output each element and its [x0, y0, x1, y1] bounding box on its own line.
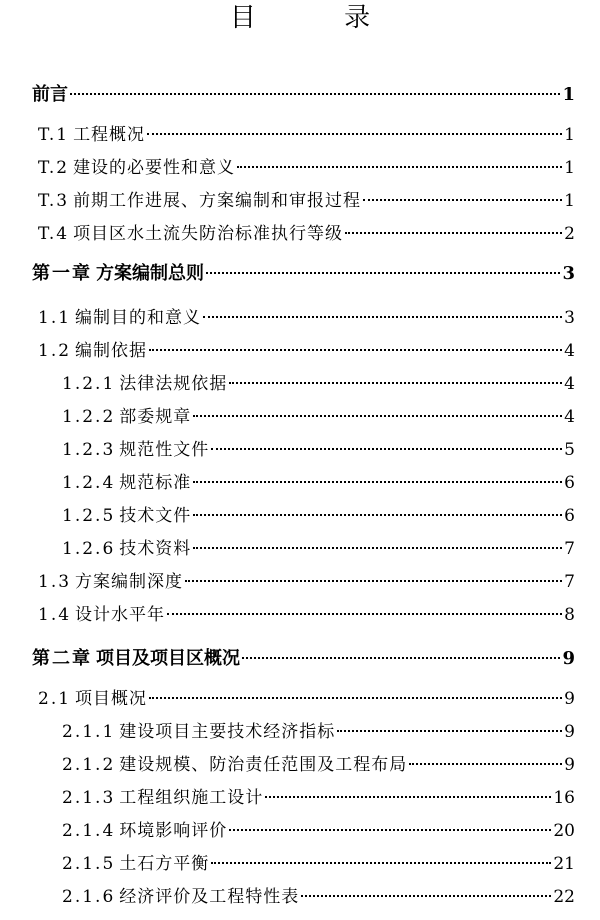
dot-leader — [193, 547, 562, 549]
toc-entry-title: 规范标准 — [119, 473, 192, 493]
toc-entry[interactable] — [62, 884, 575, 910]
toc-entry-page-number: 5 — [564, 440, 575, 460]
toc-entry[interactable] — [38, 155, 575, 181]
dot-leader — [345, 232, 562, 234]
toc-entry-page-number: 1 — [562, 84, 575, 105]
toc-entry[interactable] — [38, 221, 575, 247]
toc-entry-title: 规范性文件 — [119, 440, 210, 460]
dot-leader — [167, 613, 562, 615]
toc-entry-page-number: 9 — [562, 648, 575, 669]
toc-entry-title: 编制依据 — [75, 341, 148, 361]
dot-leader — [193, 481, 562, 483]
toc-entry[interactable] — [62, 371, 575, 397]
toc-entry-number: 1.1 — [38, 308, 72, 328]
toc-entry-title: 项目区水土流失防治标准执行等级 — [73, 224, 344, 244]
toc-entry-number: 1.4 — [38, 605, 72, 625]
toc-entry-number: 1.2.3 — [62, 440, 116, 460]
toc-entry-number: 1.2 — [38, 341, 72, 361]
toc-entry-title: 建设项目主要技术经济指标 — [119, 722, 336, 742]
toc-entry[interactable] — [38, 305, 575, 331]
toc-entry-title: 方案编制深度 — [75, 572, 184, 592]
toc-entry-number: 1.2.1 — [62, 374, 116, 394]
toc-entry[interactable] — [38, 338, 575, 364]
toc-entry[interactable] — [62, 818, 575, 844]
toc-entry[interactable] — [62, 404, 575, 430]
toc-entry-number: T.1 — [38, 125, 70, 145]
toc-entry-page-number: 4 — [564, 341, 575, 361]
toc-entry-title: 项目概况 — [75, 689, 148, 709]
dot-leader — [242, 657, 560, 659]
toc-entry-title: 技术文件 — [119, 506, 192, 526]
toc-entry[interactable] — [62, 470, 575, 496]
toc-entry-number: 2.1 — [38, 689, 72, 709]
dot-leader — [193, 415, 562, 417]
toc-entry-number: 1.2.4 — [62, 473, 116, 493]
dot-leader — [149, 697, 562, 699]
toc-entry-page-number: 6 — [564, 506, 575, 526]
toc-entry-page-number: 9 — [564, 755, 575, 775]
toc-entry[interactable] — [62, 785, 575, 811]
toc-entry[interactable] — [62, 536, 575, 562]
toc-entry-page-number: 1 — [564, 125, 575, 145]
dot-leader — [211, 862, 551, 864]
dot-leader — [301, 895, 551, 897]
toc-entry-page-number: 8 — [564, 605, 575, 625]
toc-entry-title: 建设的必要性和意义 — [73, 158, 236, 178]
dot-leader — [185, 580, 562, 582]
dot-leader — [363, 199, 562, 201]
toc-entry[interactable] — [32, 261, 575, 287]
toc-entry-title: 设计水平年 — [75, 605, 166, 625]
toc-entry-title: 项目及项目区概况 — [96, 648, 240, 669]
toc-entry-page-number: 7 — [564, 572, 575, 592]
dot-leader — [149, 349, 562, 351]
toc-entry-page-number: 16 — [553, 788, 575, 808]
dot-leader — [70, 93, 560, 95]
dot-leader — [206, 272, 560, 274]
toc-entry-page-number: 6 — [564, 473, 575, 493]
toc-entry-title: 方案编制总则 — [96, 263, 204, 284]
toc-entry-number: 2.1.4 — [62, 821, 116, 841]
toc-entry-title: 土石方平衡 — [119, 854, 210, 874]
dot-leader — [229, 382, 562, 384]
toc-entry-number: 2.1.1 — [62, 722, 116, 742]
dot-leader — [229, 829, 551, 831]
toc-entry[interactable] — [32, 646, 575, 672]
toc-entry[interactable] — [38, 686, 575, 712]
toc-entry-number: 第二章 — [32, 648, 92, 669]
toc-entry[interactable] — [62, 437, 575, 463]
toc-entry-number: T.2 — [38, 158, 70, 178]
dot-leader — [265, 796, 551, 798]
toc-entry-title: 前言 — [32, 84, 68, 105]
toc-entry[interactable] — [62, 851, 575, 877]
toc-entry[interactable] — [38, 188, 575, 214]
toc-entry-title: 技术资料 — [119, 539, 192, 559]
dot-leader — [193, 514, 562, 516]
dot-leader — [409, 763, 562, 765]
toc-entry[interactable] — [38, 569, 575, 595]
toc-entry-page-number: 4 — [564, 407, 575, 427]
toc-entry-number: 1.2.6 — [62, 539, 116, 559]
toc-entry-number: 2.1.6 — [62, 887, 116, 907]
toc-entry-number: 2.1.3 — [62, 788, 116, 808]
toc-entry-page-number: 1 — [564, 191, 575, 211]
toc-entry-number: T.4 — [38, 224, 70, 244]
toc-entry-title: 部委规章 — [119, 407, 192, 427]
toc-entry-number: T.3 — [38, 191, 70, 211]
toc-entry-number: 2.1.2 — [62, 755, 116, 775]
toc-entry-page-number: 21 — [553, 854, 575, 874]
toc-entry-number: 1.2.2 — [62, 407, 116, 427]
toc-entry[interactable] — [62, 719, 575, 745]
toc-entry-page-number: 9 — [564, 689, 575, 709]
toc-entry-page-number: 3 — [562, 263, 575, 284]
dot-leader — [147, 133, 562, 135]
toc-entry-title: 前期工作进展、方案编制和审报过程 — [73, 191, 362, 211]
toc-entry-page-number: 1 — [564, 158, 575, 178]
toc-entry-title: 法律法规依据 — [119, 374, 228, 394]
toc-entry-number: 2.1.5 — [62, 854, 116, 874]
toc-entry[interactable] — [38, 602, 575, 628]
toc-entry-title: 工程组织施工设计 — [119, 788, 264, 808]
dot-leader — [211, 448, 562, 450]
toc-entry-number: 1.3 — [38, 572, 72, 592]
toc-entry-title: 环境影响评价 — [119, 821, 228, 841]
toc-entry[interactable] — [62, 503, 575, 529]
toc-entry-number: 第一章 — [32, 263, 92, 284]
toc-entry-number: 1.2.5 — [62, 506, 116, 526]
toc-entry-page-number: 22 — [553, 887, 575, 907]
toc-entry[interactable] — [32, 82, 575, 108]
toc-entry-page-number: 7 — [564, 539, 575, 559]
dot-leader — [203, 316, 562, 318]
toc-entry-title: 建设规模、防治责任范围及工程布局 — [119, 755, 408, 775]
toc-entry-title: 经济评价及工程特性表 — [119, 887, 300, 907]
page-title: 目 录 — [229, 3, 411, 33]
dot-leader — [337, 730, 562, 732]
toc-entry-page-number: 3 — [564, 308, 575, 328]
toc-entry[interactable] — [62, 752, 575, 778]
toc-entry-title: 工程概况 — [73, 125, 146, 145]
toc-entry-page-number: 4 — [564, 374, 575, 394]
toc-entry[interactable] — [38, 122, 575, 148]
toc-entry-title: 编制目的和意义 — [75, 308, 202, 328]
toc-entry-page-number: 20 — [553, 821, 575, 841]
toc-entry-page-number: 2 — [564, 224, 575, 244]
toc-entry-page-number: 9 — [564, 722, 575, 742]
dot-leader — [237, 166, 562, 168]
